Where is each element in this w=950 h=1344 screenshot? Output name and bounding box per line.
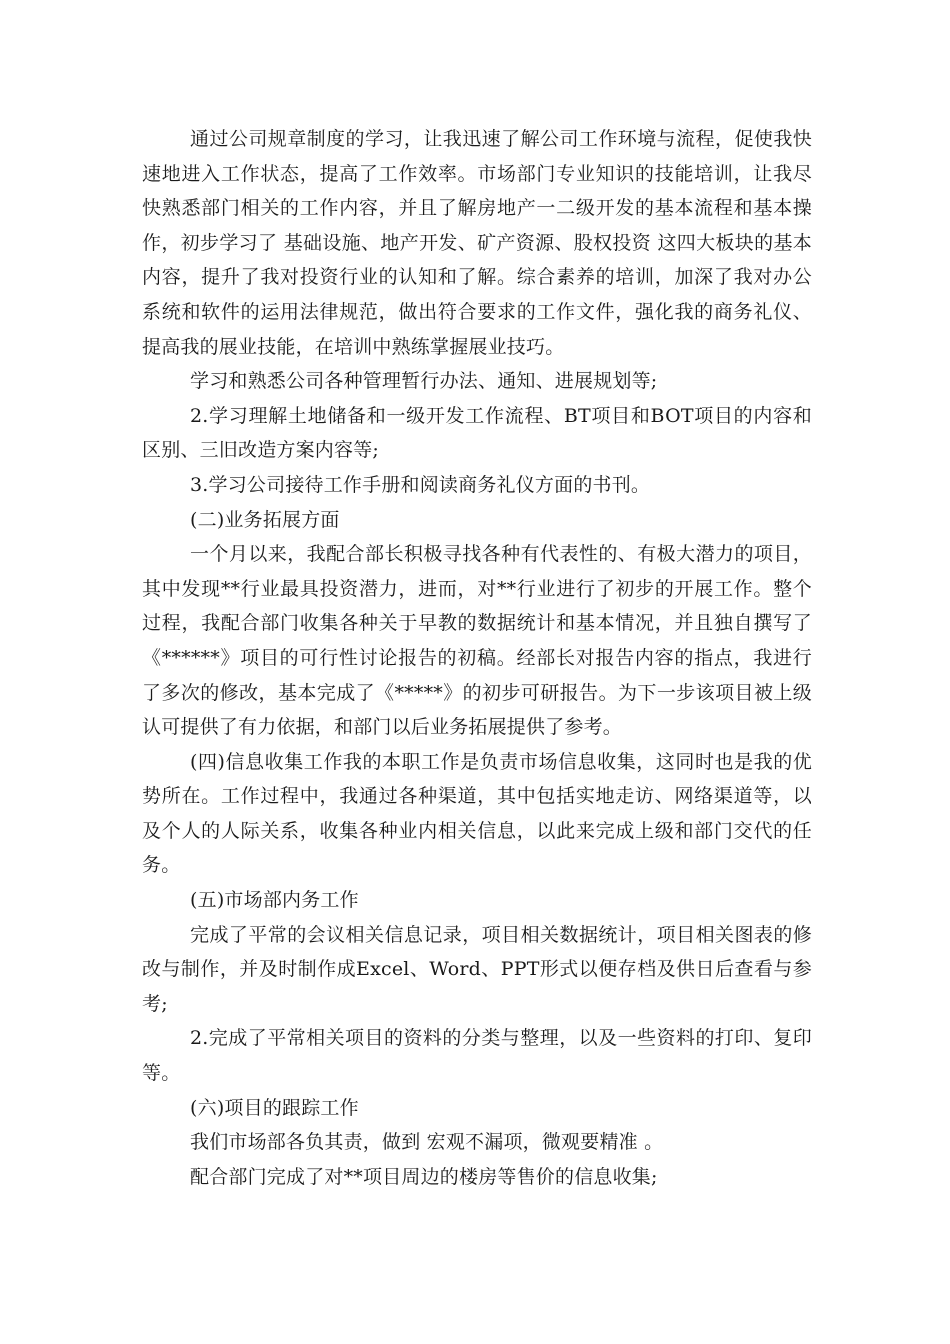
paragraph-study-land-reserve: 2.学习理解土地储备和一级开发工作流程、BT项目和BOT项目的内容和区别、三旧改造方案内容等; bbox=[142, 404, 812, 462]
paragraph-study-policies: 学习和熟悉公司各种管理暂行办法、通知、进展规划等; bbox=[190, 370, 658, 393]
paragraph-meeting-records: 完成了平常的会议相关信息记录，项目相关数据统计，项目相关图表的修改与制作，并及时制作成Excel、Word、PPT形式以便存档及供日后查看与参考; bbox=[142, 923, 812, 1015]
paragraph-document-filing: 2.完成了平常相关项目的资料的分类与整理，以及一些资料的打印、复印等。 bbox=[142, 1027, 812, 1085]
paragraph-information-collection: (四)信息收集工作我的本职工作是负责市场信息收集，这同时也是我的优势所在。工作过程中，我通过各种渠道，其中包括实地走访、网络渠道等，以及个人的人际关系，收集各种业内相关信息，以此来完成上级和部门交代的任务。 bbox=[142, 750, 812, 877]
paragraph-business-expansion: 一个月以来，我配合部长积极寻找各种有代表性的、有极大潜力的项目，其中发现**行业最具投资潜力，进而，对**行业进行了初步的开展工作。整个过程，我配合部门收集各种关于早教的数据统计和基本情况，并且独自撰写了《******》项目的可行性讨论报告的初稿。经部长对报告内容的指点，我进行了多次的修改，基本完成了《*****》的初步可研报告。为下一步该项目被上级认可提供了有力依据，和部门以后业务拓展提供了参考。 bbox=[142, 543, 812, 739]
paragraph-responsibilities: 我们市场部各负其责，做到 宏观不漏项，微观要精准 。 bbox=[190, 1131, 664, 1154]
paragraph-price-collection: 配合部门完成了对**项目周边的楼房等售价的信息收集; bbox=[190, 1165, 658, 1188]
paragraph-training-summary: 通过公司规章制度的学习，让我迅速了解公司工作环境与流程，促使我快速地进入工作状态，提高了工作效率。市场部门专业知识的技能培训，让我尽快熟悉部门相关的工作内容，并且了解房地产一二级开发的基本流程和基本操作，初步学习了 基础设施、地产开发、矿产资源、股权投资 这四大板块的基本内容，提升了我对投资行业的认知和了解。综合素养的培训，加深了我对办公系统和软件的运用法律规范，做出符合要求的工作文件，强化我的商务礼仪、提高我的展业技能，在培训中熟练掌握展业技巧。 bbox=[142, 128, 812, 358]
section-heading-project-tracking: (六)项目的跟踪工作 bbox=[190, 1096, 359, 1119]
document-page bbox=[142, 122, 812, 1194]
section-heading-internal-affairs: (五)市场部内务工作 bbox=[190, 889, 359, 912]
section-heading-business-expansion: (二)业务拓展方面 bbox=[190, 508, 340, 531]
paragraph-study-reception: 3.学习公司接待工作手册和阅读商务礼仪方面的书刊。 bbox=[190, 473, 651, 496]
